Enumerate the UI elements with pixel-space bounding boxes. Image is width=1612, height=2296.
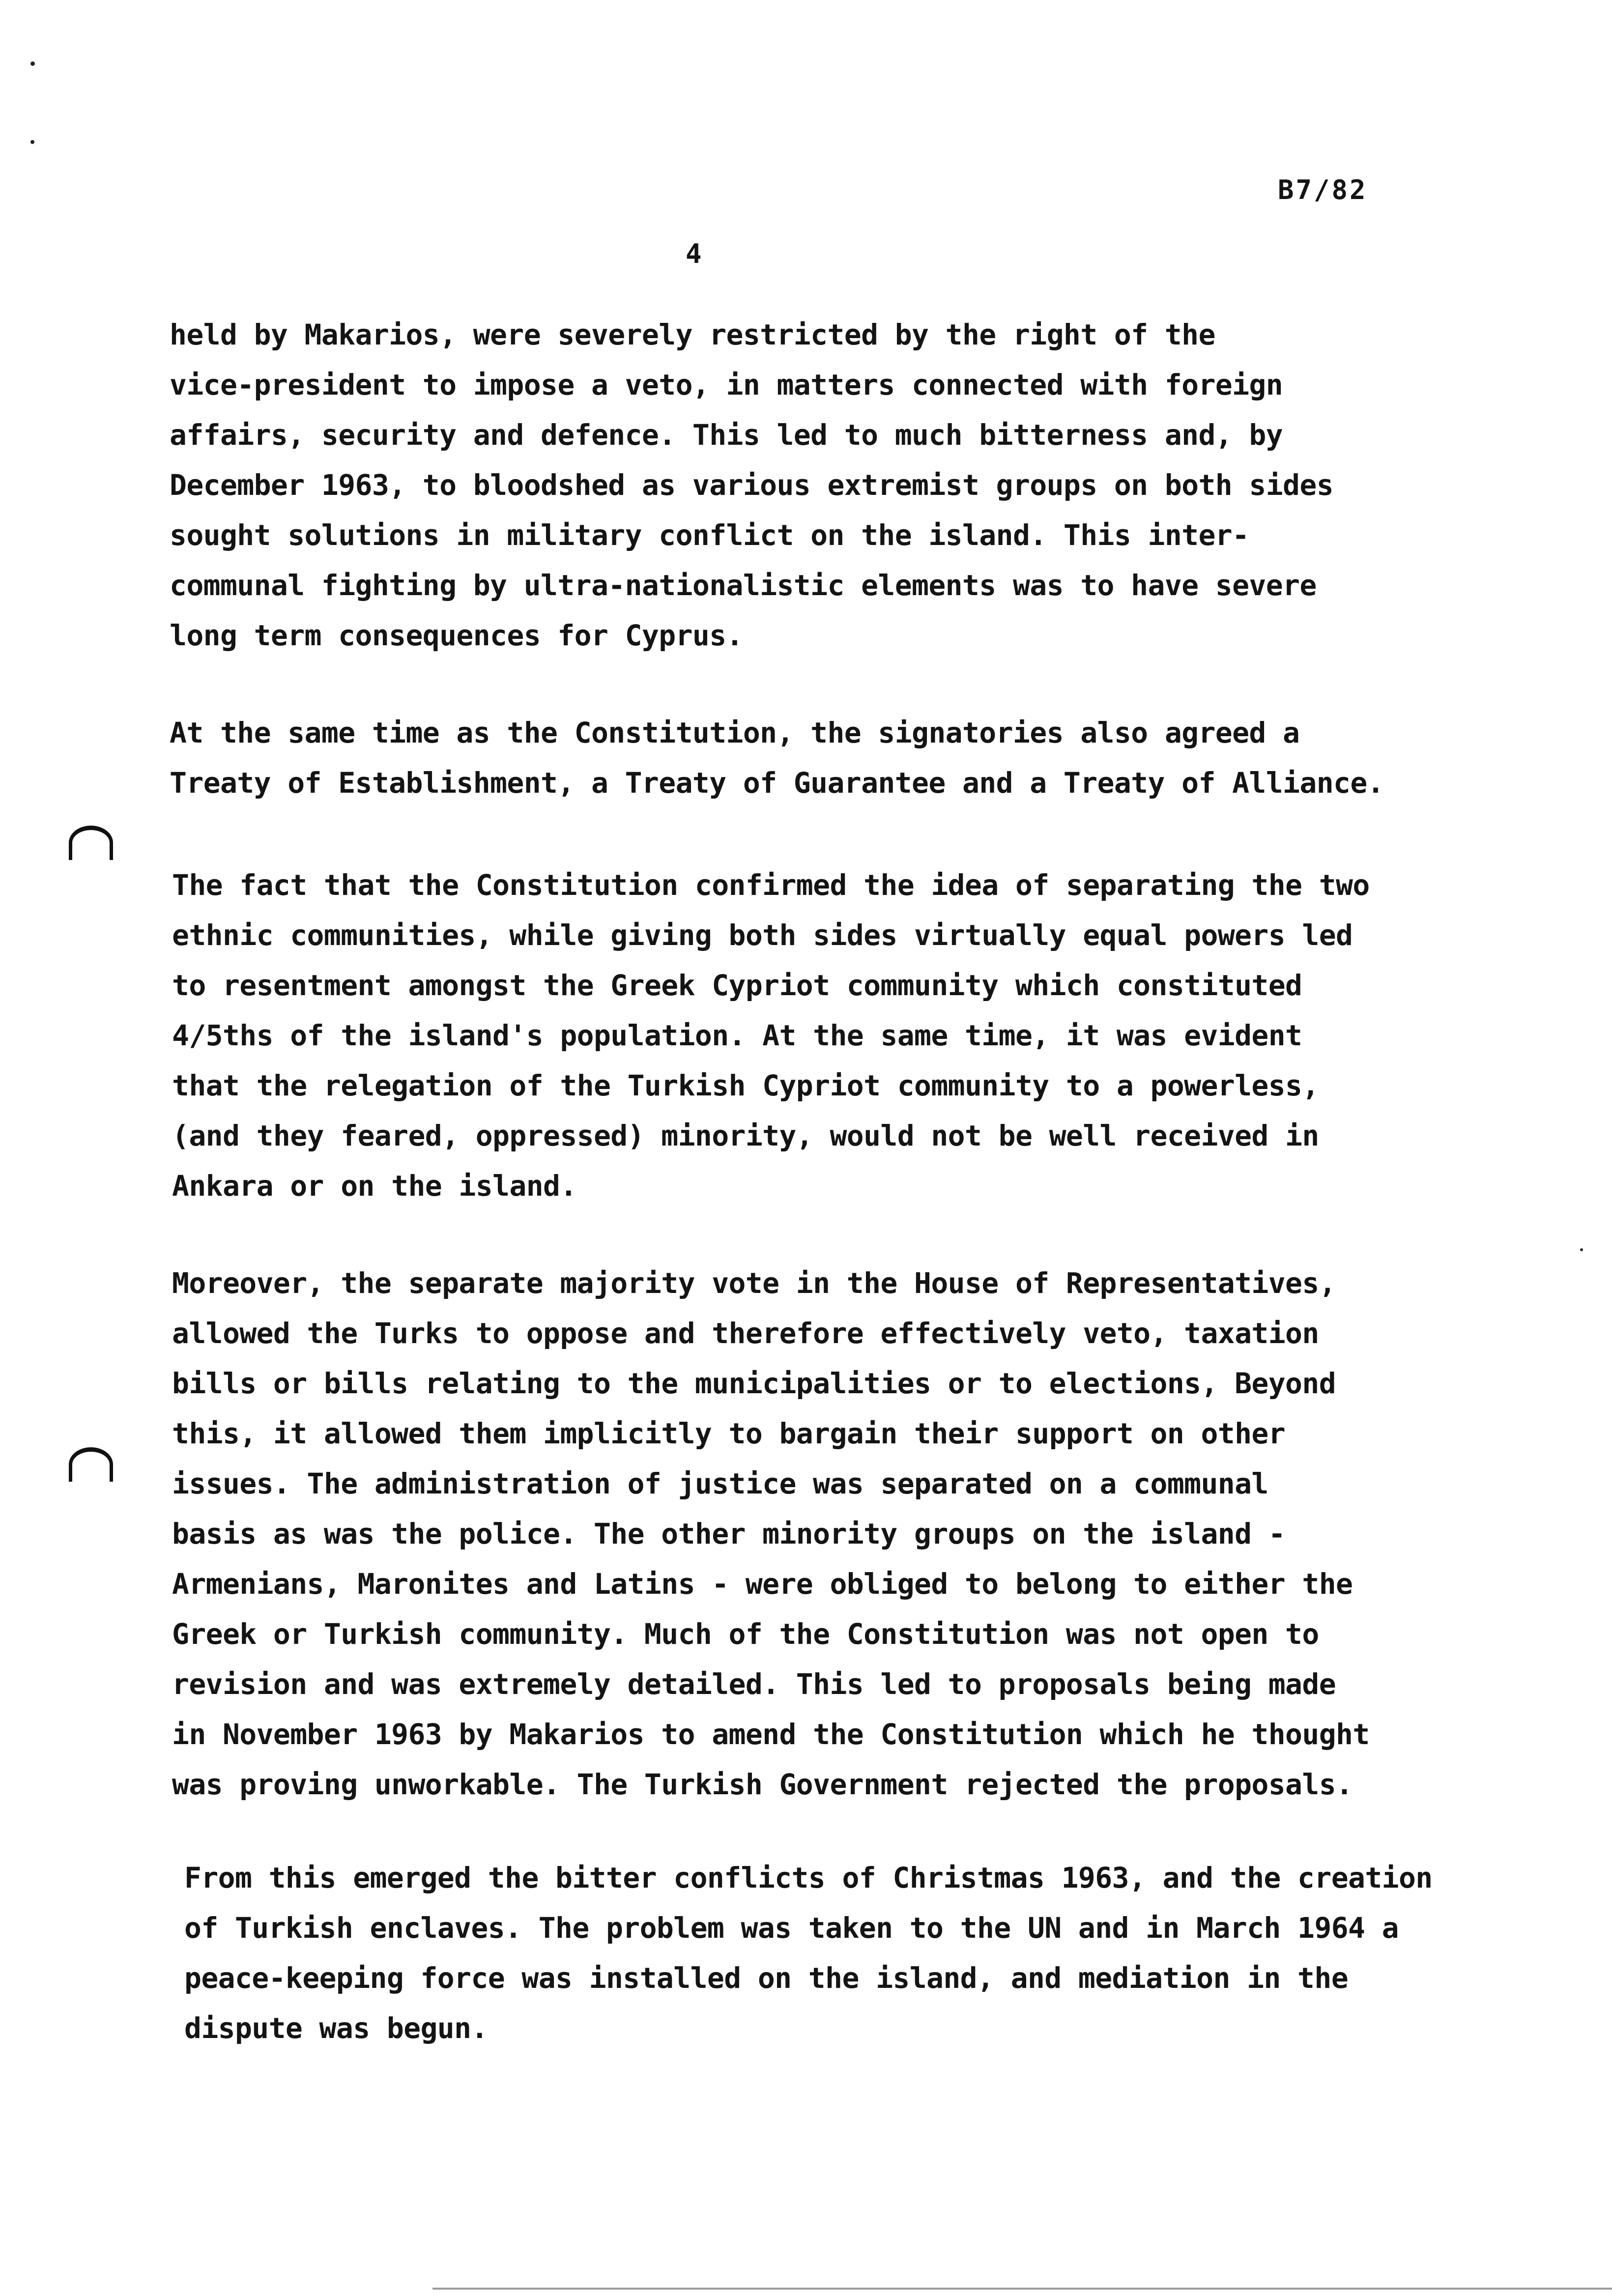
text-line: The fact that the Constitution confirmed the idea of separating the two — [172, 868, 1370, 902]
text-line: revision and was extremely detailed. This led to proposals being made — [172, 1667, 1336, 1701]
paragraph-2 — [170, 708, 1384, 808]
paragraph-5 — [184, 1853, 1433, 2053]
text-line: At the same time as the Constitution, the signatories also agreed a — [170, 716, 1300, 749]
text-line: (and they feared, oppressed) minority, would not be well received in — [172, 1119, 1319, 1152]
scan-speck — [30, 140, 34, 144]
text-line: vice-president to impose a veto, in matters connected with foreign — [170, 368, 1283, 402]
text-line: 4/5ths of the island's population. At the same time, it was evident — [172, 1019, 1302, 1052]
text-line: that the relegation of the Turkish Cypriot community to a powerless, — [172, 1069, 1319, 1102]
text-line: held by Makarios, were severely restricted by the right of the — [170, 318, 1215, 351]
text-line: basis as was the police. The other minority groups on the island - — [172, 1517, 1286, 1550]
text-line: issues. The administration of justice was separated on a communal — [172, 1467, 1268, 1500]
bottom-scan-edge — [432, 2288, 1612, 2290]
text-line: long term consequences for Cyprus. — [170, 619, 743, 652]
text-line: to resentment amongst the Greek Cypriot community which constituted — [172, 969, 1302, 1002]
punch-hole-mark — [69, 1447, 113, 1482]
text-line: Treaty of Establishment, a Treaty of Guarantee and a Treaty of Alliance. — [170, 766, 1384, 800]
text-line: dispute was begun. — [184, 2011, 488, 2045]
paragraph-3 — [172, 860, 1370, 1211]
paragraph-1 — [170, 310, 1333, 660]
scan-speck — [30, 61, 35, 66]
text-line: in November 1963 by Makarios to amend the Constitution which he thought — [172, 1718, 1370, 1751]
text-line: sought solutions in military conflict on the island. This inter- — [170, 518, 1249, 552]
text-line: bills or bills relating to the municipalities or to elections, Beyond — [172, 1367, 1336, 1400]
text-line: allowed the Turks to oppose and therefore effectively veto, taxation — [172, 1317, 1319, 1350]
text-line: Moreover, the separate majority vote in the House of Representatives, — [172, 1266, 1336, 1300]
scan-speck — [1580, 1248, 1583, 1251]
text-line: Greek or Turkish community. Much of the Constitution was not open to — [172, 1617, 1319, 1651]
text-line: From this emerged the bitter conflicts of Christmas 1963, and the creation — [184, 1861, 1433, 1894]
text-line: was proving unworkable. The Turkish Government rejected the proposals. — [172, 1768, 1353, 1801]
punch-hole-mark — [69, 826, 113, 860]
page-number: 4 — [686, 238, 702, 269]
text-line: communal fighting by ultra-nationalistic elements was to have severe — [170, 569, 1317, 602]
text-line: Armenians, Maronites and Latins - were obliged to belong to either the — [172, 1567, 1353, 1601]
text-line: Ankara or on the island. — [172, 1169, 577, 1203]
text-line: of Turkish enclaves. The problem was taken to the UN and in March 1964 a — [184, 1911, 1399, 1945]
text-line: December 1963, to bloodshed as various extremist groups on both sides — [170, 468, 1334, 502]
text-line: ethnic communities, while giving both sides virtually equal powers led — [172, 918, 1353, 952]
document-reference: B7/82 — [1278, 174, 1368, 205]
paragraph-4 — [172, 1258, 1370, 1809]
text-line: peace-keeping force was installed on the island, and mediation in the — [184, 1961, 1349, 1995]
text-line: this, it allowed them implicitly to bargain their support on other — [172, 1417, 1286, 1450]
text-line: affairs, security and defence. This led to much bitterness and, by — [170, 418, 1283, 452]
